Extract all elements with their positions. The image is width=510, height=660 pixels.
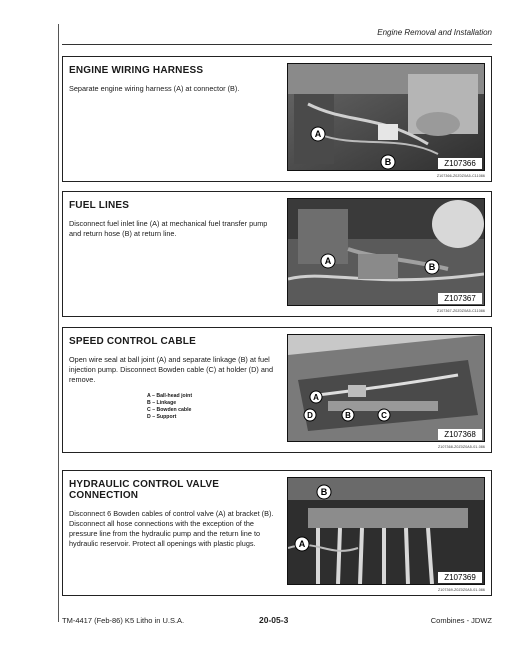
- section-body: Open wire seal at ball joint (A) and separate linkage (B) at fuel injection pump. Disconnect Bowden cable (C) at holder (D) and remove.: [69, 355, 274, 384]
- parts-legend: [147, 393, 281, 421]
- callout-b: B: [428, 262, 436, 272]
- section-body: Disconnect fuel inlet line (A) at mechanical fuel transfer pump and return hose (B) at return line.: [69, 219, 268, 238]
- callout-b: B: [320, 487, 328, 497]
- section-hydraulic-control-valve: [62, 470, 492, 596]
- section-title: ENGINE WIRING HARNESS: [69, 65, 204, 76]
- legend-item: A – Ball-head joint: [147, 393, 193, 399]
- section-engine-wiring-harness: [62, 56, 492, 182]
- photo-speed-control-image: [288, 335, 484, 441]
- section-text: [69, 334, 281, 448]
- section-text: [69, 198, 281, 312]
- section-fuel-lines: [62, 191, 492, 317]
- footer-page-number: 20-05-3: [259, 615, 289, 625]
- photo-hydraulic-valve-image: [288, 478, 484, 584]
- legend-item: D – Support: [147, 414, 177, 420]
- section-text: [69, 63, 281, 177]
- photo-id-label: Z107366: [444, 159, 476, 168]
- footer-product: Combines - JDWZ: [430, 616, 492, 625]
- photo-hydraulic-valve: [287, 477, 485, 585]
- section-speed-control-cable: [62, 327, 492, 453]
- header-rule: [62, 44, 492, 45]
- legend-item: B – Linkage: [147, 400, 177, 406]
- photo-wiring-harness-image: [288, 64, 484, 170]
- callout-d: D: [307, 411, 313, 420]
- callout-a: A: [298, 539, 306, 549]
- section-title: FUEL LINES: [69, 200, 130, 211]
- photo-fuel-lines-image: [288, 199, 484, 305]
- photo-speed-control: [287, 334, 485, 442]
- photo-id-label: Z107367: [444, 294, 476, 303]
- callout-a: A: [314, 129, 322, 139]
- legend-item: C – Bowden cable: [147, 407, 192, 413]
- callout-c: C: [381, 411, 387, 420]
- photo-wiring-harness: [287, 63, 485, 171]
- callout-b: B: [345, 411, 351, 420]
- section-title: HYDRAULIC CONTROL VALVE CONNECTION: [69, 479, 220, 501]
- page-margin-rule: [58, 24, 59, 622]
- photo-reference-code: Z107368-Z0Z0Z0A5-01-086: [437, 445, 485, 449]
- photo-reference-code: Z107367-Z0Z0Z0A5-C11086: [436, 309, 485, 313]
- photo-reference-code: Z107369-Z0Z0Z0A5-01-086: [437, 588, 485, 592]
- section-text: [69, 477, 281, 591]
- section-body: Disconnect 6 Bowden cables of control valve (A) at bracket (B). Disconnect all hose connections with the exception of the pressure line from the hydraulic pump and the return line to hydraulic reservoir. Protect all openings with plastic plugs.: [69, 509, 274, 548]
- section-body: Separate engine wiring harness (A) at connector (B).: [69, 84, 240, 93]
- page-header: Engine Removal and Installation: [377, 28, 492, 37]
- callout-b: B: [384, 157, 392, 167]
- photo-reference-code: Z107366-Z0Z0Z0A5-C11086: [436, 174, 485, 178]
- callout-a: A: [324, 256, 332, 266]
- photo-id-label: Z107368: [444, 430, 476, 439]
- photo-id-label: Z107369: [444, 573, 476, 582]
- photo-fuel-lines: [287, 198, 485, 306]
- callout-a: A: [313, 393, 319, 402]
- page-footer: [62, 616, 492, 628]
- footer-doc-code: TM-4417 (Feb-86) K5 Litho in U.S.A.: [62, 616, 185, 625]
- section-title: SPEED CONTROL CABLE: [69, 336, 196, 347]
